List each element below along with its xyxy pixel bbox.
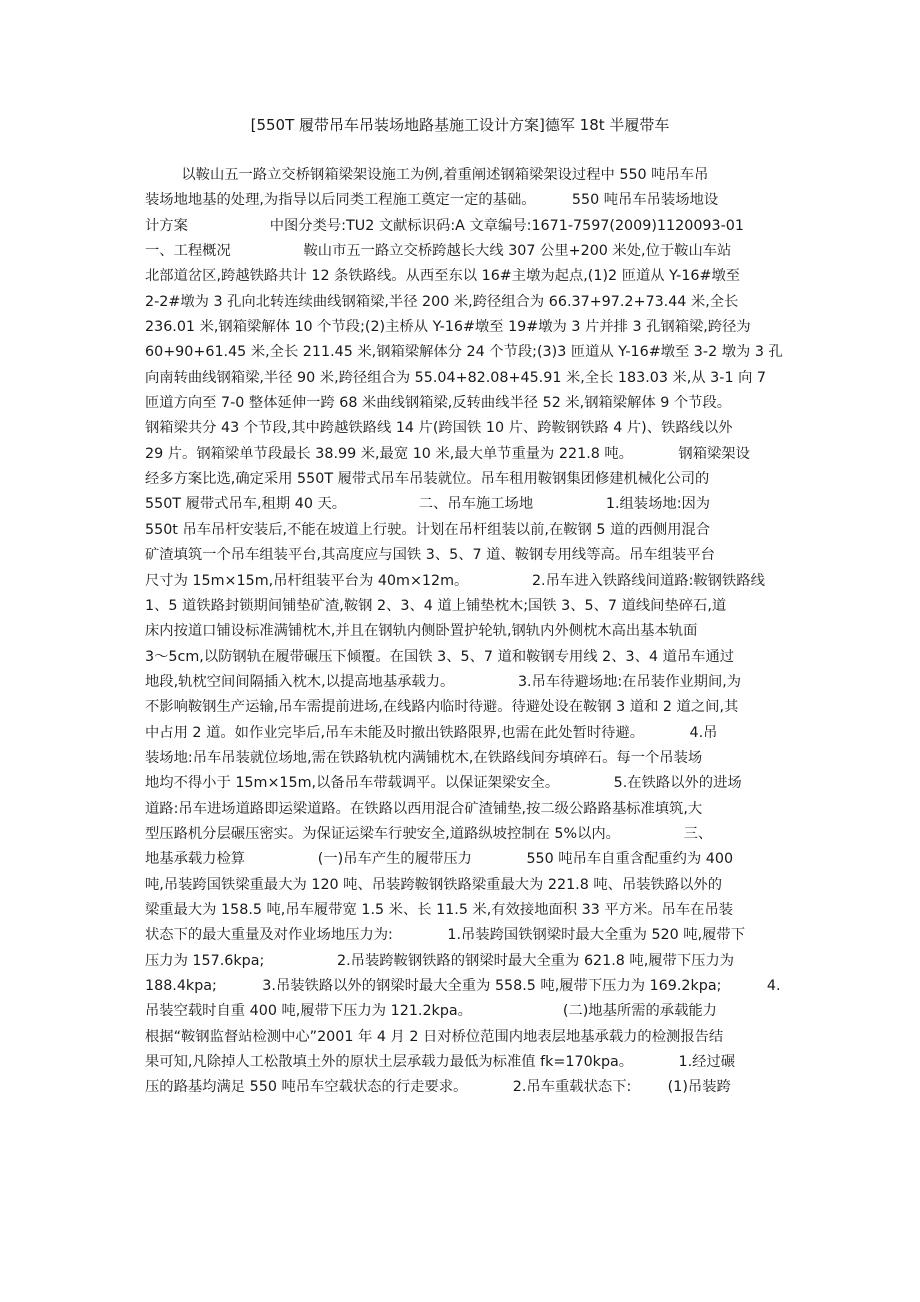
body-line: 道路:吊车进场道路即运梁道路。在铁路以西用混合矿渣铺垫,按二级公路路基标准填筑,大 bbox=[145, 800, 703, 817]
body-line: 装场地:吊车吊装就位场地,需在铁路轨枕内满铺枕木,在铁路线间夯填碎石。每一个吊装场 bbox=[145, 749, 703, 766]
body-line: 以鞍山五一路立交桥钢箱梁架设施工为例,着重阐述钢箱梁架设过程中 550 吨吊车吊 bbox=[145, 167, 709, 183]
body-line: 236.01 米,钢箱梁解体 10 个节段;(2)主桥从 Y-16#墩至 19#墩为 3 片并排 3 孔钢箱梁,跨径为 bbox=[145, 319, 751, 336]
body-line: 计方案 中图分类号:TU2 文献标识码:A 文章编号:1671-7597(2009)1120093-01 bbox=[145, 217, 744, 234]
body-line: 匝道方向至 7-0 整体延伸一跨 68 米曲线钢箱梁,反转曲线半径 52 米,钢箱梁解体 9 个节段。 bbox=[145, 395, 732, 412]
body-line: 550T 履带式吊车,租期 40 天。 二、吊车施工场地 1.组装场地:因为 bbox=[145, 496, 711, 513]
body-line: 床内按道口铺设标准满铺枕木,并且在钢轨内侧卧置护轮轨,钢轨内外侧枕木高出基本轨面 bbox=[145, 623, 698, 640]
body-line: 550t 吊车吊杆安装后,不能在坡道上行驶。计划在吊杆组装以前,在鞍钢 5 道的西侧用混合 bbox=[145, 521, 711, 538]
body-line: 吊装空载时自重 400 吨,履带下压力为 121.2kpa。 (二)地基所需的承载能力 bbox=[145, 1003, 717, 1020]
body-line: 压的路基均满足 550 吨吊车空载状态的行走要求。 2.吊车重载状态下: (1)吊装跨 bbox=[145, 1079, 731, 1096]
body-line: 地基承载力检算 (一)吊车产生的履带压力 550 吨吊车自重含配重约为 400 bbox=[145, 851, 734, 868]
body-line: 型压路机分层碾压密实。为保证运梁车行驶安全,道路纵坡控制在 5%以内。 三、 bbox=[145, 825, 713, 842]
body-line: 地均不得小于 15m×15m,以备吊车带载调平。以保证架梁安全。 5.在铁路以外的进场 bbox=[145, 775, 742, 792]
body-line: 尺寸为 15m×15m,吊杆组装平台为 40m×12m。 2.吊车进入铁路线间道路:鞍钢铁路线 bbox=[145, 572, 765, 589]
body-line: 果可知,凡除掉人工松散填土外的原状土层承载力最低为标准值 fk=170kpa。 1.经过碾 bbox=[145, 1054, 736, 1071]
body-line: 地段,轨枕空间间隔插入枕木,以提高地基承载力。 3.吊车待避场地:在吊装作业期间,为 bbox=[145, 673, 742, 690]
body-line: 梁重最大为 158.5 吨,吊车履带宽 1.5 米、长 11.5 米,有效接地面积 33 平方米。吊车在吊装 bbox=[145, 901, 734, 918]
body-line: 状态下的最大重量及对作业场地压力为: 1.吊装跨国铁钢梁时最大全重为 520 吨,履带下 bbox=[145, 927, 746, 944]
body-line: 60+90+61.45 米,全长 211.45 米,钢箱梁解体分 24 个节段;(3)3 匝道从 Y-16#墩至 3-2 墩为 3 孔 bbox=[145, 344, 783, 361]
body-line: 一、工程概况 鞍山市五一路立交桥跨越长大线 307 公里+200 米处,位于鞍山车站 bbox=[145, 243, 732, 260]
document-title: [550T 履带吊车吊装场地路基施工设计方案]德军 18t 半履带车 bbox=[250, 116, 670, 134]
body-line: 中占用 2 道。如作业完毕后,吊车未能及时撤出铁路限界,也需在此处暂时待避。 4.吊 bbox=[145, 724, 718, 741]
body-line: 经多方案比选,确定采用 550T 履带式吊车吊装就位。吊车租用鞍钢集团修建机械化公司的 bbox=[145, 471, 710, 488]
body-line: 矿渣填筑一个吊车组装平台,其高度应与国铁 3、5、7 道、鞍钢专用线等高。吊车组装平台 bbox=[145, 547, 715, 564]
body-line: 吨,吊装跨国铁梁重最大为 120 吨、吊装跨鞍钢铁路梁重最大为 221.8 吨、吊装铁路以外的 bbox=[145, 876, 723, 893]
body-line: 根据“鞍钢监督站检测中心”2001 年 4 月 2 日对桥位范围内地表层地基承载力的检测报告结 bbox=[145, 1028, 724, 1045]
body-line: 向南转曲线钢箱梁,半径 90 米,跨径组合为 55.04+82.08+45.91 米,全长 183.03 米,从 3-1 向 7 bbox=[145, 369, 767, 386]
body-line: 2-2#墩为 3 孔向北转连续曲线钢箱梁,半径 200 米,跨径组合为 66.37+97.2+73.44 米,全长 bbox=[145, 293, 739, 310]
body-line: 188.4kpa; 3.吊装铁路以外的钢梁时最大全重为 558.5 吨,履带下压力为 169.2kpa; 4. bbox=[145, 978, 781, 994]
body-line: 29 片。钢箱梁单节段最长 38.99 米,最宽 10 米,最大单节重量为 221.8 吨。 钢箱梁架设 bbox=[145, 445, 750, 462]
body-line: 北部道岔区,跨越铁路共计 12 条铁路线。从西至东以 16#主墩为起点,(1)2 匝道从 Y-16#墩至 bbox=[145, 268, 741, 285]
body-line: 不影响鞍钢生产运输,吊车需提前进场,在线路内临时待避。待避处设在鞍钢 3 道和 2 道之间,其 bbox=[145, 699, 739, 716]
document-body bbox=[145, 163, 785, 1101]
body-line: 装场地地基的处理,为指导以后同类工程施工奠定一定的基础。 550 吨吊车吊装场地设 bbox=[145, 192, 719, 209]
body-line: 3～5cm,以防钢轨在履带碾压下倾覆。在国铁 3、5、7 道和鞍钢专用线 2、3、4 道吊车通过 bbox=[145, 648, 735, 665]
body-line: 1、5 道铁路封锁期间铺垫矿渣,鞍钢 2、3、4 道上铺垫枕木;国铁 3、5、7 道线间垫碎石,道 bbox=[145, 597, 727, 614]
body-line: 压力为 157.6kpa; 2.吊装跨鞍钢铁路的钢梁时最大全重为 621.8 吨,履带下压力为 bbox=[145, 952, 735, 969]
body-line: 钢箱梁共分 43 个节段,其中跨越铁路线 14 片(跨国铁 10 片、跨鞍钢铁路 4 片)、铁路线以外 bbox=[145, 420, 733, 437]
